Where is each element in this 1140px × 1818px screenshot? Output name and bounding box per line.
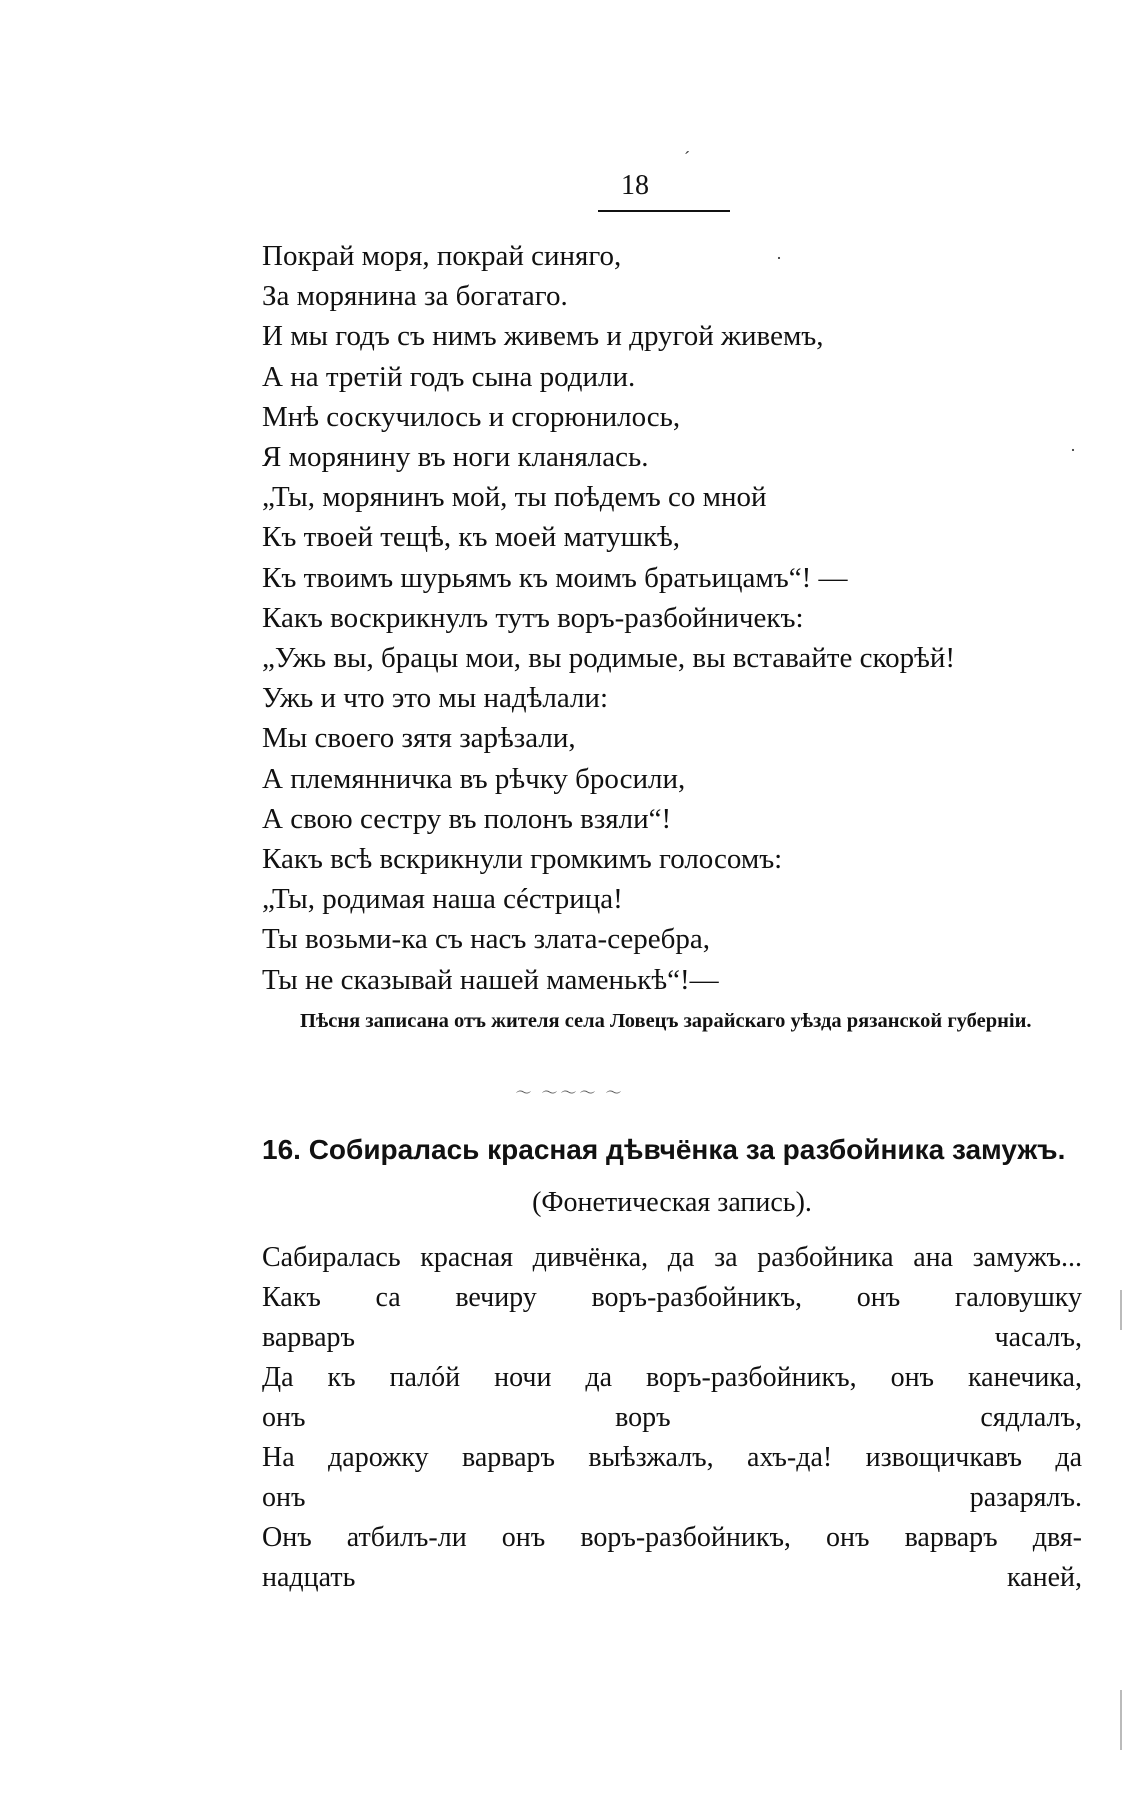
poem-line: Къ твоей тещѣ, къ моей матушкѣ, [262, 521, 681, 554]
poem-line: „Ты, родимая наша сéстрица! [262, 883, 623, 916]
poem-line: А свою сестру въ полонъ взяли“! [262, 802, 672, 835]
poem-line: Ты не сказывай нашей маменькѣ“!— [262, 963, 719, 996]
poem-line: Какъ всѣ вскрикнули громкимъ голосомъ: [262, 843, 783, 876]
phonetic-line: онъ разарялъ. [262, 1482, 1082, 1513]
phonetic-block [262, 1238, 1082, 1598]
poem-line: Какъ воскрикнулъ тутъ воръ-разбойничекъ: [262, 601, 804, 634]
scan-edge-mark [1120, 1290, 1122, 1330]
stray-mark: ˊ [684, 148, 690, 168]
phonetic-line: Какъ са вечиру воръ-разбойникъ, онъ галовушку [262, 1282, 1082, 1313]
stray-mark: · [776, 248, 782, 268]
poem-line: Ты возьми-ка съ насъ злата-серебра, [262, 923, 711, 956]
poem-line: „Ты, морянинъ мой, ты поѣдемъ со мной [262, 481, 767, 514]
scan-edge-mark [1120, 1690, 1122, 1750]
phonetic-line: Да къ палóй ночи да воръ-разбойникъ, онъ канечика, [262, 1362, 1082, 1393]
song-subtitle: (Фонетическая запись). [532, 1187, 812, 1218]
poem-line: А на третій годъ сына родили. [262, 360, 636, 393]
poem-line: За морянина за богатаго. [262, 280, 568, 313]
poem-line: Мы своего зятя зарѣзали, [262, 722, 576, 755]
phonetic-line: надцать каней, [262, 1562, 1082, 1593]
poem-line: И мы годъ съ нимъ живемъ и другой живемъ, [262, 320, 824, 353]
header-rule [598, 210, 730, 212]
song-title: 16. Собиралась красная дѣвчёнка за разбойника замужъ. [262, 1134, 1066, 1165]
page-number: 18 [621, 170, 649, 201]
section-separator: ～ ～～～ ～ [515, 1085, 625, 1102]
phonetic-line: варваръ часалъ, [262, 1322, 1082, 1353]
poem-line: Къ твоимъ шурьямъ къ моимъ братьицамъ“! — [262, 561, 848, 594]
source-note: Пѣсня записана отъ жителя села Ловецъ зарайскаго уѣзда рязанской губерніи. [300, 1010, 1032, 1032]
poem-line: Я морянину въ ноги кланялась. [262, 441, 649, 474]
poem-line: Ужь и что это мы надѣлали: [262, 682, 609, 715]
poem-line: „Ужь вы, брацы мои, вы родимые, вы вставайте скорѣй! [262, 642, 955, 675]
phonetic-line: Сабиралась красная дивчёнка, да за разбойника ана замужъ... [262, 1242, 1082, 1273]
phonetic-line: На дарожку варваръ выѣзжалъ, ахъ-да! извощичкавъ да [262, 1442, 1082, 1473]
poem-block [262, 236, 1082, 1000]
phonetic-line: онъ воръ сядлалъ, [262, 1402, 1082, 1433]
poem-line: Мнѣ соскучилось и сгорюнилось, [262, 400, 681, 433]
phonetic-line: Онъ атбилъ-ли онъ воръ-разбойникъ, онъ варваръ двя- [262, 1522, 1082, 1553]
stray-mark: · [1070, 440, 1076, 460]
poem-line: Покрай моря, покрай синяго, [262, 240, 622, 272]
poem-line: А племянничка въ рѣчку бросили, [262, 762, 686, 795]
